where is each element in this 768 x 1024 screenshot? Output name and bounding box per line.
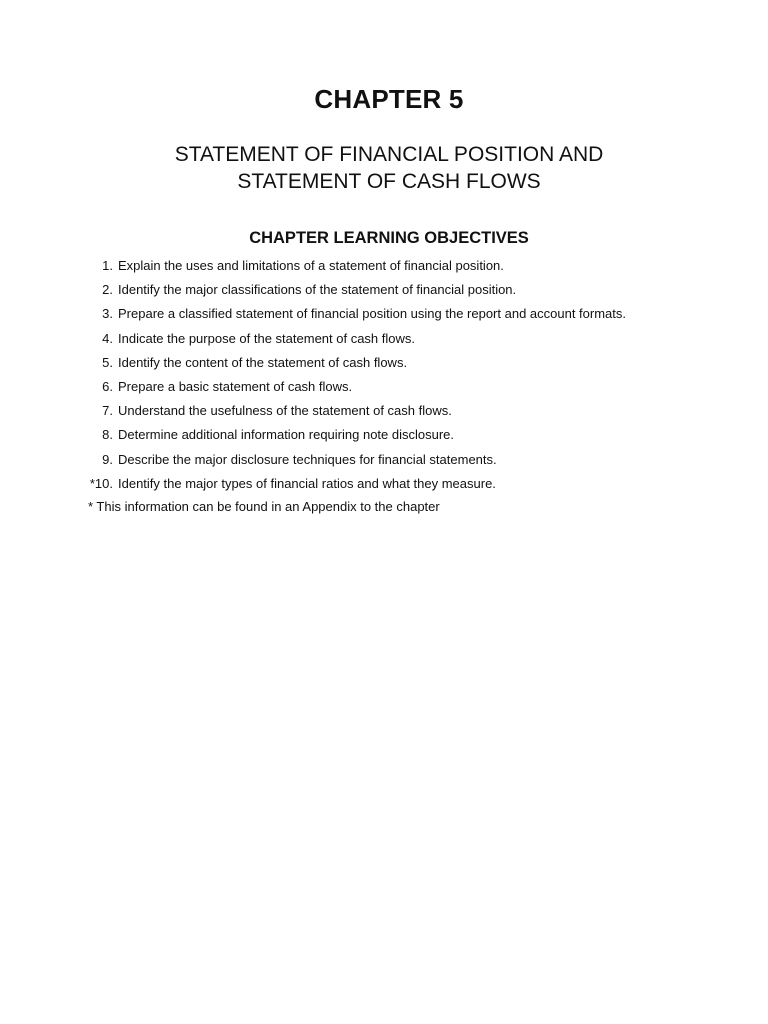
objective-number: 2. bbox=[102, 282, 113, 298]
chapter-subtitle-line-2: STATEMENT OF CASH FLOWS bbox=[237, 170, 541, 193]
learning-objective-item bbox=[86, 474, 726, 498]
objective-text: Identify the content of the statement of cash flows. bbox=[118, 354, 408, 370]
objective-number: 7. bbox=[102, 403, 113, 419]
chapter-title: CHAPTER 5 bbox=[314, 84, 464, 114]
learning-objective-item bbox=[86, 425, 726, 449]
objective-number: 3. bbox=[102, 306, 113, 322]
objective-text: Prepare a basic statement of cash flows. bbox=[118, 378, 353, 394]
objective-number: 4. bbox=[102, 330, 113, 346]
objective-number: 5. bbox=[102, 354, 113, 370]
learning-objective-item bbox=[86, 450, 726, 474]
learning-objective-item bbox=[86, 256, 726, 280]
learning-objective-item bbox=[86, 377, 726, 401]
objective-text: Prepare a classified statement of financial position using the report and account formats. bbox=[118, 306, 627, 322]
learning-objective-item bbox=[86, 353, 726, 377]
learning-objective-item bbox=[86, 280, 726, 304]
appendix-footnote: * This information can be found in an Appendix to the chapter bbox=[88, 499, 440, 514]
chapter-subtitle bbox=[0, 141, 768, 195]
learning-objective-item bbox=[86, 329, 726, 353]
learning-objectives-list bbox=[86, 256, 726, 498]
objective-number: *10. bbox=[89, 475, 113, 491]
objective-number: 6. bbox=[102, 378, 113, 394]
learning-objective-item bbox=[86, 304, 726, 328]
learning-objectives-heading: CHAPTER LEARNING OBJECTIVES bbox=[249, 229, 529, 247]
objective-number: 9. bbox=[102, 451, 113, 467]
objective-text: Explain the uses and limitations of a statement of financial position. bbox=[118, 258, 504, 273]
objective-text: Identify the major types of financial ratios and what they measure. bbox=[118, 475, 496, 491]
objective-text: Describe the major disclosure techniques for financial statements. bbox=[118, 451, 497, 467]
objective-text: Understand the usefulness of the statement of cash flows. bbox=[118, 403, 452, 419]
objective-text: Identify the major classifications of the statement of financial position. bbox=[118, 282, 517, 298]
objective-text: Indicate the purpose of the statement of cash flows. bbox=[118, 330, 416, 346]
learning-objective-item bbox=[86, 401, 726, 425]
chapter-subtitle-line-1: STATEMENT OF FINANCIAL POSITION AND bbox=[174, 143, 604, 166]
objective-text: Determine additional information requiring note disclosure. bbox=[118, 427, 455, 443]
objective-number: 8. bbox=[102, 427, 113, 443]
objective-number: 1. bbox=[102, 258, 113, 273]
